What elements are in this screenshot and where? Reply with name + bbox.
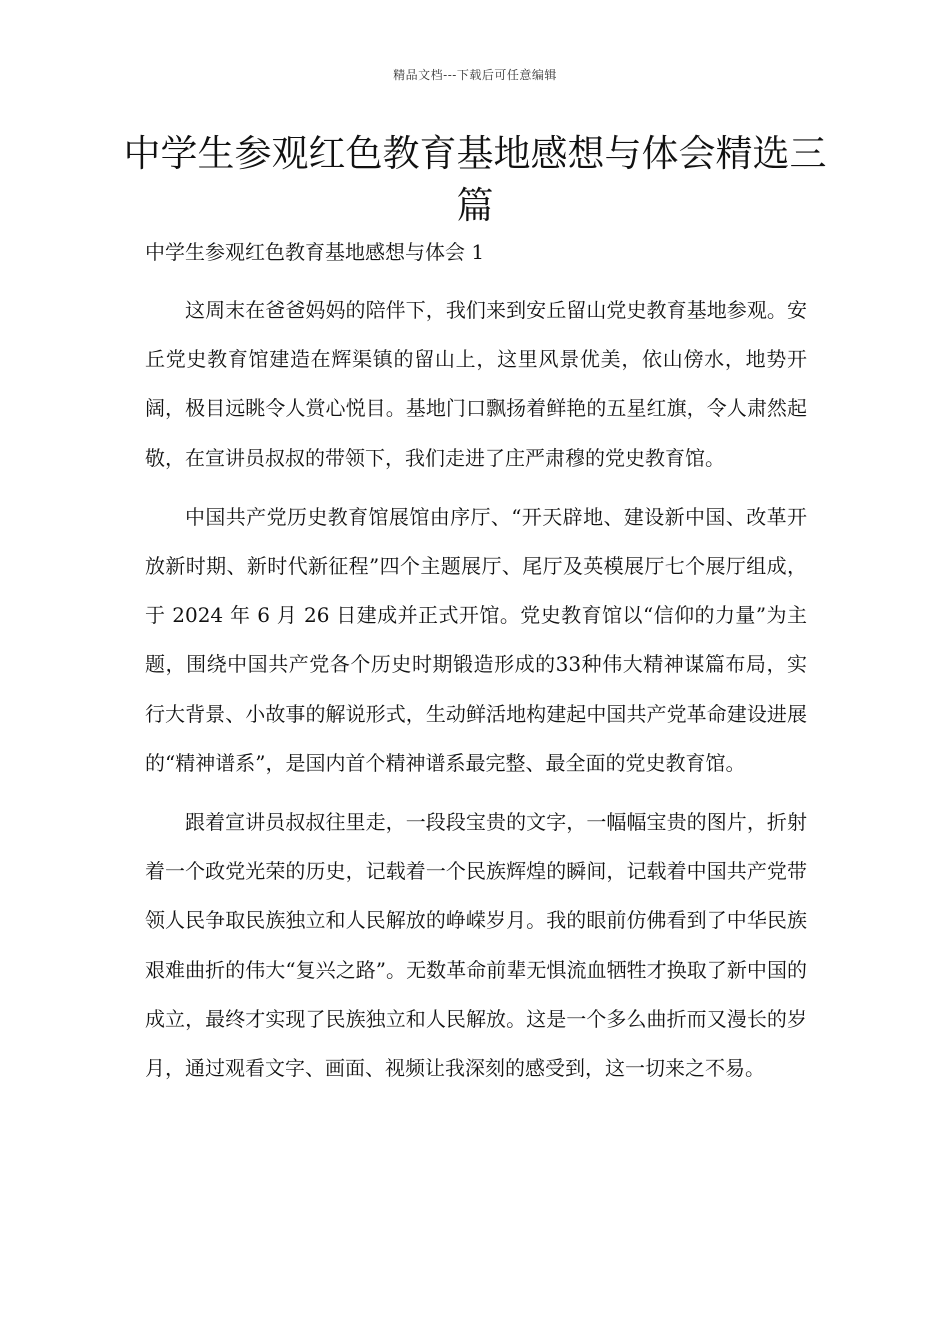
document-title: 中学生参观红色教育基地感想与体会精选三篇 — [123, 132, 827, 227]
paragraph-1: 这周末在爸爸妈妈的陪伴下，我们来到安丘留山党史教育基地参观。安丘党史教育馆建造在辉渠镇的留山上，这里风景优美，依山傍水，地势开阔，极目远眺令人赏心悦目。基地门口飘扬着鲜艳的五星红旗，令人肃然起敬，在宣讲员叔叔的带领下，我们走进了庄严肃穆的党史教育馆。 — [145, 298, 807, 470]
paragraph-2: 中国共产党历史教育馆展馆由序厅、“开天辟地、建设新中国、改革开放新时期、新时代新征程”四个主题展厅、尾厅及英模展厅七个展厅组成，于 2024 年 6 月 26 日建成并正式开馆。党史教育馆以“信仰的力量”为主题，围绕中国共产党各个历史时期锻造形成的33种伟大精神谋篇布局，实行大背景、小故事的解说形式，生动鲜活地构建起中国共产党革命建设进展的“精神谱系”，是国内首个精神谱系最完整、最全面的党史教育馆。 — [145, 504, 807, 775]
paragraph-3: 跟着宣讲员叔叔往里走，一段段宝贵的文字，一幅幅宝贵的图片，折射着一个政党光荣的历史，记载着一个民族辉煌的瞬间，记载着中国共产党带领人民争取民族独立和人民解放的峥嵘岁月。我的眼前仿佛看到了中华民族艰难曲折的伟大“复兴之路”。无数革命前辈无惧流血牺牲才换取了新中国的成立，最终才实现了民族独立和人民解放。这是一个多么曲折而又漫长的岁月，通过观看文字、画面、视频让我深刻的感受到，这一切来之不易。 — [145, 810, 807, 1081]
header-note: 精品文档---下载后可任意编辑 — [393, 68, 557, 82]
document-body — [145, 228, 807, 1093]
section-subheading: 中学生参观红色教育基地感想与体会 1 — [145, 240, 485, 264]
